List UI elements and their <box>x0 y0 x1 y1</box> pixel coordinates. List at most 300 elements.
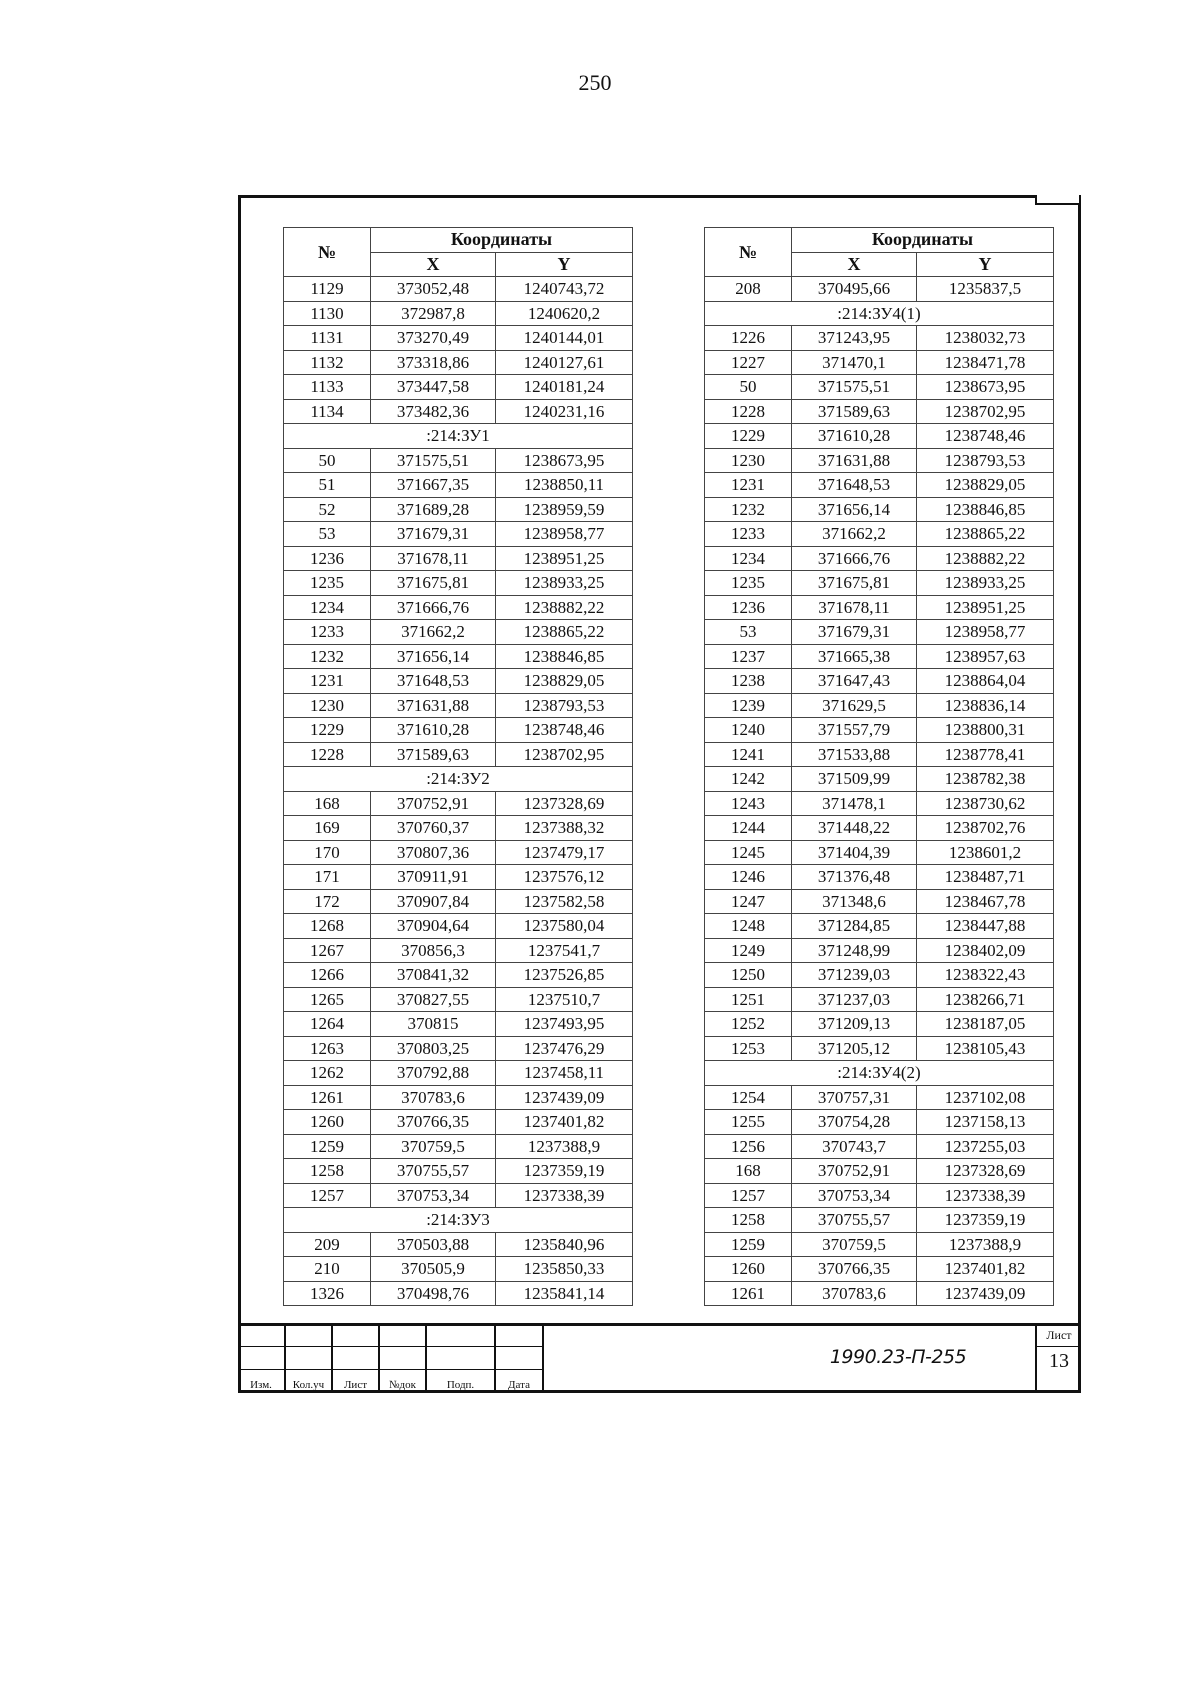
table-row <box>284 399 633 424</box>
point-number: 1247 <box>705 889 792 914</box>
y-coordinate: 1238447,88 <box>917 914 1054 939</box>
x-coordinate: 371404,39 <box>792 840 917 865</box>
x-coordinate: 370911,91 <box>371 865 496 890</box>
x-coordinate: 371239,03 <box>792 963 917 988</box>
point-number: 1234 <box>284 595 371 620</box>
table-row <box>705 1208 1054 1233</box>
point-number: 1229 <box>284 718 371 743</box>
x-coordinate: 370757,31 <box>792 1085 917 1110</box>
table-row <box>705 1281 1054 1306</box>
point-number: 1132 <box>284 350 371 375</box>
section-label: :214:ЗУ2 <box>284 767 633 792</box>
point-number: 1131 <box>284 326 371 351</box>
x-coordinate: 371665,38 <box>792 644 917 669</box>
title-block <box>238 1323 1081 1393</box>
table-row <box>284 1134 633 1159</box>
table-row <box>284 644 633 669</box>
header-number: № <box>705 228 792 277</box>
document-code: 1990.23-П-255 <box>829 1346 967 1368</box>
stamp-cell-list <box>333 1326 380 1393</box>
x-coordinate: 371666,76 <box>792 546 917 571</box>
section-label: :214:ЗУ3 <box>284 1208 633 1233</box>
point-number: 1129 <box>284 277 371 302</box>
x-coordinate: 373447,58 <box>371 375 496 400</box>
x-coordinate: 370759,5 <box>371 1134 496 1159</box>
x-coordinate: 371509,99 <box>792 767 917 792</box>
x-coordinate: 371284,85 <box>792 914 917 939</box>
y-coordinate: 1238748,46 <box>496 718 633 743</box>
x-coordinate: 371575,51 <box>792 375 917 400</box>
y-coordinate: 1237458,11 <box>496 1061 633 1086</box>
table-row <box>705 350 1054 375</box>
y-coordinate: 1238467,78 <box>917 889 1054 914</box>
x-coordinate: 370505,9 <box>371 1257 496 1282</box>
table-row <box>705 767 1054 792</box>
x-coordinate: 370815 <box>371 1012 496 1037</box>
y-coordinate: 1237576,12 <box>496 865 633 890</box>
y-coordinate: 1235841,14 <box>496 1281 633 1306</box>
table-row <box>705 1134 1054 1159</box>
y-coordinate: 1238846,85 <box>496 644 633 669</box>
table-row <box>284 938 633 963</box>
point-number: 1263 <box>284 1036 371 1061</box>
x-coordinate: 371243,95 <box>792 326 917 351</box>
table-row <box>705 816 1054 841</box>
point-number: 210 <box>284 1257 371 1282</box>
table-row <box>705 473 1054 498</box>
point-number: 53 <box>705 620 792 645</box>
table-row <box>284 889 633 914</box>
point-number: 1255 <box>705 1110 792 1135</box>
drawing-frame <box>238 195 1081 1393</box>
table-row <box>705 277 1054 302</box>
point-number: 1259 <box>284 1134 371 1159</box>
x-coordinate: 371648,53 <box>371 669 496 694</box>
y-coordinate: 1238673,95 <box>917 375 1054 400</box>
sheet-box <box>1035 1326 1081 1393</box>
point-number: 1257 <box>705 1183 792 1208</box>
point-number: 1243 <box>705 791 792 816</box>
point-number: 172 <box>284 889 371 914</box>
point-number: 208 <box>705 277 792 302</box>
y-coordinate: 1237439,09 <box>496 1085 633 1110</box>
x-coordinate: 371610,28 <box>371 718 496 743</box>
y-coordinate: 1238933,25 <box>496 571 633 596</box>
y-coordinate: 1238951,25 <box>917 595 1054 620</box>
point-number: 1237 <box>705 644 792 669</box>
y-coordinate: 1238782,38 <box>917 767 1054 792</box>
x-coordinate: 371631,88 <box>371 693 496 718</box>
point-number: 1258 <box>284 1159 371 1184</box>
point-number: 1230 <box>284 693 371 718</box>
y-coordinate: 1237526,85 <box>496 963 633 988</box>
table-row <box>705 497 1054 522</box>
table-row <box>705 399 1054 424</box>
y-coordinate: 1238882,22 <box>496 595 633 620</box>
table-row <box>284 840 633 865</box>
y-coordinate: 1237439,09 <box>917 1281 1054 1306</box>
table-row <box>284 1183 633 1208</box>
table-row <box>284 522 633 547</box>
coordinates-body-right <box>705 277 1054 1306</box>
x-coordinate: 370856,3 <box>371 938 496 963</box>
y-coordinate: 1238601,2 <box>917 840 1054 865</box>
y-coordinate: 1238951,25 <box>496 546 633 571</box>
table-row <box>284 1257 633 1282</box>
x-coordinate: 370766,35 <box>371 1110 496 1135</box>
point-number: 1130 <box>284 301 371 326</box>
table-row <box>284 1012 633 1037</box>
x-coordinate: 370754,28 <box>792 1110 917 1135</box>
y-coordinate: 1237359,19 <box>917 1208 1054 1233</box>
point-number: 1244 <box>705 816 792 841</box>
point-number: 1231 <box>705 473 792 498</box>
table-row <box>705 522 1054 547</box>
y-coordinate: 1237338,39 <box>917 1183 1054 1208</box>
y-coordinate: 1238846,85 <box>917 497 1054 522</box>
y-coordinate: 1237359,19 <box>496 1159 633 1184</box>
table-row <box>705 1232 1054 1257</box>
header-number: № <box>284 228 371 277</box>
x-coordinate: 371675,81 <box>792 571 917 596</box>
table-row <box>705 326 1054 351</box>
point-number: 1249 <box>705 938 792 963</box>
y-coordinate: 1237158,13 <box>917 1110 1054 1135</box>
x-coordinate: 371679,31 <box>792 620 917 645</box>
x-coordinate: 371478,1 <box>792 791 917 816</box>
x-coordinate: 371376,48 <box>792 865 917 890</box>
y-coordinate: 1237388,32 <box>496 816 633 841</box>
y-coordinate: 1238673,95 <box>496 448 633 473</box>
point-number: 50 <box>284 448 371 473</box>
coordinates-table-left <box>283 227 633 1306</box>
point-number: 169 <box>284 816 371 841</box>
point-number: 1258 <box>705 1208 792 1233</box>
header-coordinates: Координаты <box>371 228 633 253</box>
table-row <box>705 424 1054 449</box>
point-number: 1248 <box>705 914 792 939</box>
y-coordinate: 1238959,59 <box>496 497 633 522</box>
table-row <box>284 277 633 302</box>
point-number: 1264 <box>284 1012 371 1037</box>
x-coordinate: 373052,48 <box>371 277 496 302</box>
table-row <box>284 1061 633 1086</box>
x-coordinate: 370766,35 <box>792 1257 917 1282</box>
table-row <box>705 865 1054 890</box>
y-coordinate: 1238266,71 <box>917 987 1054 1012</box>
table-row <box>284 473 633 498</box>
point-number: 1232 <box>705 497 792 522</box>
y-coordinate: 1238829,05 <box>496 669 633 694</box>
x-coordinate: 372987,8 <box>371 301 496 326</box>
y-coordinate: 1238882,22 <box>917 546 1054 571</box>
point-number: 171 <box>284 865 371 890</box>
point-number: 50 <box>705 375 792 400</box>
table-row <box>284 1232 633 1257</box>
stamp-label: Подп. <box>446 1379 475 1391</box>
x-coordinate: 371237,03 <box>792 987 917 1012</box>
table-row <box>705 644 1054 669</box>
sheet-label: Лист <box>1046 1328 1072 1342</box>
table-row <box>705 669 1054 694</box>
table-row <box>284 350 633 375</box>
point-number: 1260 <box>284 1110 371 1135</box>
y-coordinate: 1238800,31 <box>917 718 1054 743</box>
header-x: X <box>371 252 496 277</box>
header-x: X <box>792 252 917 277</box>
point-number: 1252 <box>705 1012 792 1037</box>
point-number: 1254 <box>705 1085 792 1110</box>
x-coordinate: 370752,91 <box>792 1159 917 1184</box>
x-coordinate: 371678,11 <box>792 595 917 620</box>
point-number: 1235 <box>284 571 371 596</box>
y-coordinate: 1237510,7 <box>496 987 633 1012</box>
y-coordinate: 1238471,78 <box>917 350 1054 375</box>
x-coordinate: 370827,55 <box>371 987 496 1012</box>
point-number: 1238 <box>705 669 792 694</box>
x-coordinate: 370803,25 <box>371 1036 496 1061</box>
y-coordinate: 1240127,61 <box>496 350 633 375</box>
y-coordinate: 1238793,53 <box>917 448 1054 473</box>
table-row <box>284 326 633 351</box>
point-number: 1251 <box>705 987 792 1012</box>
table-row <box>705 791 1054 816</box>
table-row <box>284 1110 633 1135</box>
y-coordinate: 1238322,43 <box>917 963 1054 988</box>
table-row <box>705 595 1054 620</box>
point-number: 1262 <box>284 1061 371 1086</box>
table-row <box>705 987 1054 1012</box>
header-coordinates: Координаты <box>792 228 1054 253</box>
x-coordinate: 370752,91 <box>371 791 496 816</box>
stamp-cell-izm <box>238 1326 286 1393</box>
x-coordinate: 371248,99 <box>792 938 917 963</box>
x-coordinate: 371533,88 <box>792 742 917 767</box>
stamp-cell-ndok <box>380 1326 427 1393</box>
stamp-label: Дата <box>508 1379 530 1391</box>
point-number: 1229 <box>705 424 792 449</box>
y-coordinate: 1238702,76 <box>917 816 1054 841</box>
point-number: 1250 <box>705 963 792 988</box>
table-row <box>705 546 1054 571</box>
y-coordinate: 1237401,82 <box>917 1257 1054 1282</box>
point-number: 1234 <box>705 546 792 571</box>
page-number: 250 <box>578 70 612 95</box>
point-number: 1267 <box>284 938 371 963</box>
point-number: 1230 <box>705 448 792 473</box>
point-number: 1261 <box>284 1085 371 1110</box>
x-coordinate: 371662,2 <box>792 522 917 547</box>
x-coordinate: 371656,14 <box>371 644 496 669</box>
y-coordinate: 1237328,69 <box>917 1159 1054 1184</box>
point-number: 1231 <box>284 669 371 694</box>
table-row <box>705 840 1054 865</box>
table-row <box>705 375 1054 400</box>
x-coordinate: 370760,37 <box>371 816 496 841</box>
x-coordinate: 371589,63 <box>371 742 496 767</box>
coordinates-body-left <box>284 277 633 1306</box>
y-coordinate: 1238778,41 <box>917 742 1054 767</box>
point-number: 1239 <box>705 693 792 718</box>
x-coordinate: 371675,81 <box>371 571 496 596</box>
table-row <box>705 571 1054 596</box>
x-coordinate: 373270,49 <box>371 326 496 351</box>
x-coordinate: 370755,57 <box>792 1208 917 1233</box>
stamp-cell-data <box>496 1326 544 1393</box>
table-row <box>284 375 633 400</box>
x-coordinate: 371679,31 <box>371 522 496 547</box>
table-row <box>705 1085 1054 1110</box>
section-label: :214:ЗУ1 <box>284 424 633 449</box>
x-coordinate: 371662,2 <box>371 620 496 645</box>
x-coordinate: 371589,63 <box>792 399 917 424</box>
y-coordinate: 1238864,04 <box>917 669 1054 694</box>
x-coordinate: 371348,6 <box>792 889 917 914</box>
table-row <box>705 938 1054 963</box>
y-coordinate: 1237388,9 <box>917 1232 1054 1257</box>
point-number: 1256 <box>705 1134 792 1159</box>
point-number: 1236 <box>284 546 371 571</box>
section-row <box>284 767 633 792</box>
y-coordinate: 1237580,04 <box>496 914 633 939</box>
x-coordinate: 371209,13 <box>792 1012 917 1037</box>
point-number: 1257 <box>284 1183 371 1208</box>
table-row <box>705 914 1054 939</box>
table-row <box>284 620 633 645</box>
x-coordinate: 371205,12 <box>792 1036 917 1061</box>
section-label: :214:ЗУ4(1) <box>705 301 1054 326</box>
point-number: 1245 <box>705 840 792 865</box>
table-row <box>284 1281 633 1306</box>
y-coordinate: 1237338,39 <box>496 1183 633 1208</box>
point-number: 168 <box>284 791 371 816</box>
point-number: 1261 <box>705 1281 792 1306</box>
point-number: 53 <box>284 522 371 547</box>
table-row <box>284 448 633 473</box>
point-number: 1228 <box>705 399 792 424</box>
table-row <box>284 987 633 1012</box>
x-coordinate: 370841,32 <box>371 963 496 988</box>
table-row <box>705 1257 1054 1282</box>
y-coordinate: 1238850,11 <box>496 473 633 498</box>
table-row <box>705 1110 1054 1135</box>
table-row <box>284 816 633 841</box>
x-coordinate: 370495,66 <box>792 277 917 302</box>
table-row <box>284 693 633 718</box>
header-y: Y <box>917 252 1054 277</box>
x-coordinate: 371629,5 <box>792 693 917 718</box>
table-row <box>284 1085 633 1110</box>
y-coordinate: 1238829,05 <box>917 473 1054 498</box>
point-number: 1228 <box>284 742 371 767</box>
y-coordinate: 1238730,62 <box>917 791 1054 816</box>
x-coordinate: 370743,7 <box>792 1134 917 1159</box>
point-number: 52 <box>284 497 371 522</box>
table-row <box>705 693 1054 718</box>
y-coordinate: 1237541,7 <box>496 938 633 963</box>
stamp-cell-podp <box>427 1326 496 1393</box>
y-coordinate: 1238958,77 <box>917 620 1054 645</box>
x-coordinate: 371666,76 <box>371 595 496 620</box>
table-row <box>705 889 1054 914</box>
section-row <box>284 1208 633 1233</box>
point-number: 209 <box>284 1232 371 1257</box>
x-coordinate: 371689,28 <box>371 497 496 522</box>
table-row <box>284 914 633 939</box>
table-row <box>705 1012 1054 1037</box>
x-coordinate: 371648,53 <box>792 473 917 498</box>
table-row <box>284 1159 633 1184</box>
x-coordinate: 371656,14 <box>792 497 917 522</box>
stamp-label: №док <box>389 1379 416 1391</box>
table-row <box>284 718 633 743</box>
y-coordinate: 1240620,2 <box>496 301 633 326</box>
stamp-label: Изм. <box>250 1379 272 1391</box>
y-coordinate: 1237255,03 <box>917 1134 1054 1159</box>
point-number: 168 <box>705 1159 792 1184</box>
header-y: Y <box>496 252 633 277</box>
point-number: 51 <box>284 473 371 498</box>
x-coordinate: 371448,22 <box>792 816 917 841</box>
y-coordinate: 1240743,72 <box>496 277 633 302</box>
frame-corner-notch <box>1035 195 1081 205</box>
y-coordinate: 1238793,53 <box>496 693 633 718</box>
point-number: 1226 <box>705 326 792 351</box>
sheet-number: 13 <box>1049 1350 1069 1372</box>
table-row <box>705 448 1054 473</box>
y-coordinate: 1238933,25 <box>917 571 1054 596</box>
y-coordinate: 1237582,58 <box>496 889 633 914</box>
x-coordinate: 371575,51 <box>371 448 496 473</box>
y-coordinate: 1237102,08 <box>917 1085 1054 1110</box>
x-coordinate: 370904,64 <box>371 914 496 939</box>
x-coordinate: 370753,34 <box>371 1183 496 1208</box>
y-coordinate: 1238702,95 <box>917 399 1054 424</box>
x-coordinate: 371678,11 <box>371 546 496 571</box>
y-coordinate: 1238865,22 <box>496 620 633 645</box>
table-row <box>705 742 1054 767</box>
point-number: 170 <box>284 840 371 865</box>
x-coordinate: 370807,36 <box>371 840 496 865</box>
table-row <box>284 791 633 816</box>
x-coordinate: 370755,57 <box>371 1159 496 1184</box>
table-row <box>284 571 633 596</box>
table-row <box>284 301 633 326</box>
y-coordinate: 1240144,01 <box>496 326 633 351</box>
point-number: 1236 <box>705 595 792 620</box>
table-row <box>284 546 633 571</box>
point-number: 1241 <box>705 742 792 767</box>
x-coordinate: 371610,28 <box>792 424 917 449</box>
y-coordinate: 1235840,96 <box>496 1232 633 1257</box>
stamp-label: Кол.уч <box>292 1379 325 1391</box>
point-number: 1242 <box>705 767 792 792</box>
y-coordinate: 1238402,09 <box>917 938 1054 963</box>
table-row <box>284 1036 633 1061</box>
x-coordinate: 370498,76 <box>371 1281 496 1306</box>
stamp-cell-kol <box>286 1326 333 1393</box>
table-row <box>705 1183 1054 1208</box>
y-coordinate: 1238748,46 <box>917 424 1054 449</box>
y-coordinate: 1238865,22 <box>917 522 1054 547</box>
y-coordinate: 1237388,9 <box>496 1134 633 1159</box>
x-coordinate: 371557,79 <box>792 718 917 743</box>
point-number: 1326 <box>284 1281 371 1306</box>
table-row <box>284 595 633 620</box>
point-number: 1253 <box>705 1036 792 1061</box>
table-row <box>705 1159 1054 1184</box>
x-coordinate: 371631,88 <box>792 448 917 473</box>
